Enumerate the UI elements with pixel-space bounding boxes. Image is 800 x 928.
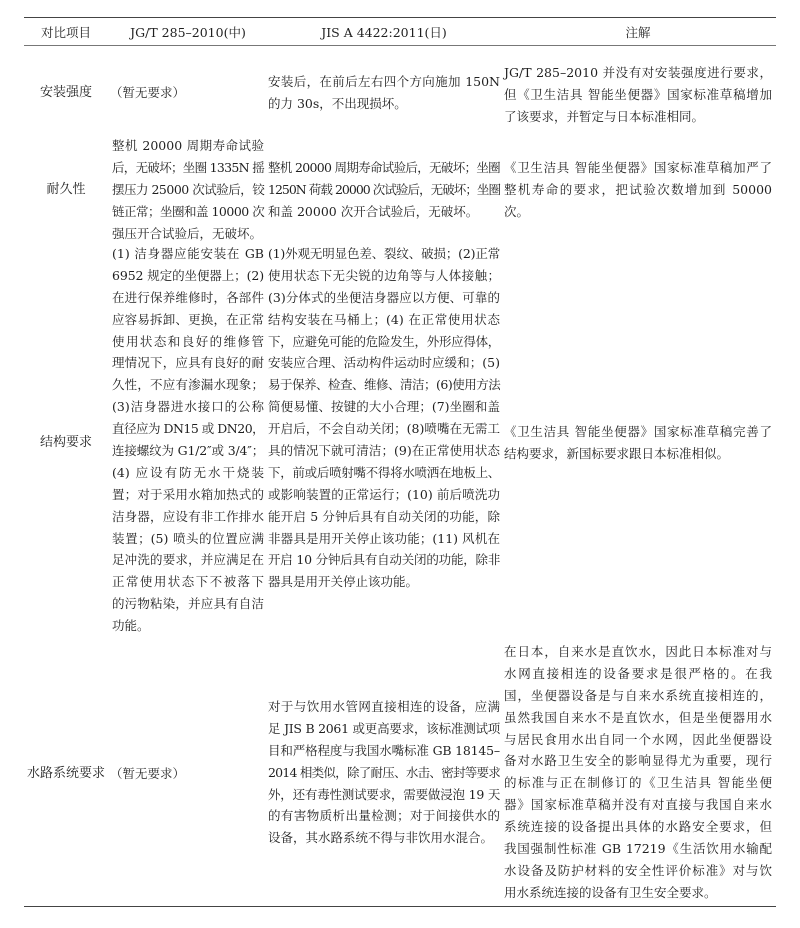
header-item: 对比项目 <box>40 25 91 40</box>
cell-cn-install-strength <box>110 82 266 104</box>
text-line: 次。 <box>504 203 530 219</box>
text-line: 直径应为 DN15 或 DN20， <box>112 421 265 437</box>
cell-jp-water-system <box>268 696 500 849</box>
text-line: 设备，其水路系统不得与非饮用水混合。 <box>268 830 494 846</box>
text-line: 理情况下，应具有良好的耐 <box>112 355 264 371</box>
text-line: 的力 30s，不出现损坏。 <box>268 95 407 111</box>
text-line: 强压开合试验后，无破坏。 <box>112 225 263 241</box>
text-line: 开启后，不会自动关闭；(8)喷嘴在无需工 <box>268 421 500 437</box>
cell-note-structure <box>504 421 772 465</box>
text-line: 开启 10 分钟后具有自动关闭的功能，除非 <box>268 552 501 568</box>
text-line: 足 JIS B 2061 或更高要求，该标准测试项 <box>268 720 500 736</box>
text-line: 国，坐便器设备是与自来水系统直接相连的， <box>504 687 772 703</box>
text-line: 结构要求，新国标要求跟日本标准相似。 <box>504 445 730 461</box>
text-line: 功能。 <box>112 618 150 634</box>
header-jp-standard: JIS A 4422:2011(日) <box>321 25 447 40</box>
text-line: 备对水路卫生安全的影响显得尤为重要，现行 <box>504 753 772 769</box>
text-line: 整机寿命的要求，把试验次数增加到 50000 <box>504 181 772 197</box>
cell-note-install-strength <box>504 62 772 128</box>
text-line: 下，应避免可能的危险发生，外形应得体， <box>268 333 500 349</box>
table-top-rule <box>24 17 776 18</box>
text-line: 系统连接的设备提出具体的水路安全要求，但 <box>504 819 772 835</box>
text-line: 外，还有毒性测试要求，需要做浸泡 19 天 <box>268 786 501 802</box>
text-line: 水网直接相连的设备要求是很严格的。在我 <box>504 665 772 681</box>
cell-jp-durability <box>268 157 500 223</box>
text-line: 安装后，在前后左右四个方向施加 150N <box>268 74 500 89</box>
row-label-durability: 耐久性 <box>46 182 86 197</box>
text-line: (3)分体式的坐便洁身器应以方便、可靠的 <box>268 289 500 305</box>
text-line: 整机 20000 周期寿命试验后，无破坏；坐圈 <box>268 160 500 175</box>
text-line: 具的情况下就可清洁；(9)在正常使用状态 <box>268 443 500 459</box>
text-line: 能开启 5 分钟后具有自动关闭的功能，除 <box>268 508 500 524</box>
text-line: 使用状态和良好的维修管 <box>112 333 264 349</box>
text-line: （暂无要求） <box>110 85 186 100</box>
text-line: 链正常；坐圈和盖 10000 次 <box>112 203 265 219</box>
text-line: 连接螺纹为 G1/2″或 3/4″； <box>112 443 264 459</box>
text-line: 摆压力 25000 次试验后，铰 <box>112 181 265 197</box>
text-line: 6952 规定的坐便器上；(2) <box>112 267 264 283</box>
text-line: 用水系统连接的设备有卫生安全要求。 <box>504 884 717 900</box>
cell-cn-structure <box>112 243 264 637</box>
text-line: 简便易懂、按键的大小合理；(7)坐圈和盖 <box>268 399 500 415</box>
cell-jp-structure <box>268 243 500 593</box>
text-line: (3)洁身器进水接口的公称 <box>112 399 264 415</box>
text-line: JG/T 285–2010 并没有对安装强度进行要求， <box>504 65 772 80</box>
cell-note-water-system <box>504 641 772 904</box>
header-cn-standard: JG/T 285–2010(中) <box>130 25 246 40</box>
cell-cn-durability <box>112 135 264 244</box>
text-line: 对于与饮用水管网直接相连的设备，应满 <box>268 699 500 714</box>
text-line: 使用状态下无尖锐的边角等与人体接触； <box>268 267 500 283</box>
text-line: 《卫生洁具 智能坐便器》国家标准草稿加严了 <box>504 160 772 175</box>
text-line: 和盖 20000 次开合试验后，无破坏。 <box>268 203 479 219</box>
text-line: 虽然我国自来水不是直饮水，但是坐便器用水 <box>504 709 772 725</box>
text-line: 装置；(5) 喷头的位置应满 <box>112 530 264 546</box>
text-line: 非器具是用开关停止该功能；(11) 风机在 <box>268 530 500 546</box>
text-line: 2014 相类似，除了耐压、水击、密封等要求 <box>268 764 500 780</box>
text-line: 器具是用开关停止该功能。 <box>268 574 419 590</box>
text-line: 水设备及防护材料的安全性评价标准》对与饮 <box>504 862 772 878</box>
table-header-rule <box>24 45 776 46</box>
text-line: 置；对于采用水箱加热式的 <box>112 486 264 502</box>
text-line: 的标准与正在制修订的《卫生洁具 智能坐便 <box>504 775 772 791</box>
cell-note-durability <box>504 157 772 223</box>
text-line: （暂无要求） <box>110 766 186 781</box>
text-line: 洁身器，应设有非工作排水 <box>112 508 264 524</box>
text-line: 在进行保养维修时，各部件 <box>112 289 264 305</box>
row-label-install-strength: 安装强度 <box>39 85 92 100</box>
text-line: (1) 洁身器应能安装在 GB <box>112 246 264 261</box>
text-line: 了该要求，并暂定与日本标准相同。 <box>504 108 705 124</box>
text-line: 整机 20000 周期寿命试验 <box>112 138 264 153</box>
text-line: 足冲洗的要求，并应满足在 <box>112 552 264 568</box>
text-line: 与居民食用水出自同一个水网，因此坐便器设 <box>504 731 772 747</box>
text-line: 正常使用状态下不被落下 <box>112 574 264 590</box>
cell-cn-water-system <box>110 763 266 785</box>
text-line: 我国强制性标准 GB 17219《生活饮用水输配 <box>504 841 772 857</box>
row-label-water-system: 水路系统要求 <box>26 766 105 781</box>
text-line: 的污物粘染，并应具有自洁 <box>112 596 264 612</box>
table-bottom-rule <box>24 906 776 907</box>
text-line: 安装应合理、活动构件运动时应缓和；(5) <box>268 355 500 371</box>
text-line: 在日本，自来水是直饮水，因此日本标准对与 <box>504 644 772 659</box>
text-line: 《卫生洁具 智能坐便器》国家标准草稿完善了 <box>504 424 772 439</box>
header-note: 注解 <box>625 25 651 40</box>
text-line: 或影响装置的正常运行；(10) 前后喷洗功 <box>268 486 500 502</box>
text-line: 易于保养、检查、维修、清洁；(6)使用方法 <box>268 377 501 393</box>
text-line: 器》国家标准草稿并没有对直接与我国自来水 <box>504 797 772 813</box>
cell-jp-install-strength <box>268 71 500 115</box>
text-line: 1250N 荷载 20000 次试验后，无破坏；坐圈 <box>268 181 500 197</box>
text-line: (4) 应设有防无水干烧装 <box>112 464 264 480</box>
text-line: 应容易拆卸、更换，在正常 <box>112 311 264 327</box>
text-line: 下，前或后喷射嘴不得将水喷洒在地板上、 <box>268 464 500 480</box>
text-line: 但《卫生洁具 智能坐便器》国家标准草稿增加 <box>504 86 772 102</box>
row-label-structure: 结构要求 <box>39 435 92 450</box>
text-line: 目和严格程度与我国水嘴标准 GB 18145– <box>268 742 500 758</box>
text-line: 后，无破坏；坐圈 1335N 摇 <box>112 159 264 175</box>
text-line: 的有害物质析出量检测；对于间接供水的 <box>268 808 500 824</box>
text-line: (1)外观无明显色差、裂纹、破损；(2)正常 <box>268 246 500 261</box>
text-line: 结构安装在马桶上；(4) 在正常使用状态 <box>268 311 500 327</box>
text-line: 久性，不应有渗漏水现象； <box>112 377 264 393</box>
